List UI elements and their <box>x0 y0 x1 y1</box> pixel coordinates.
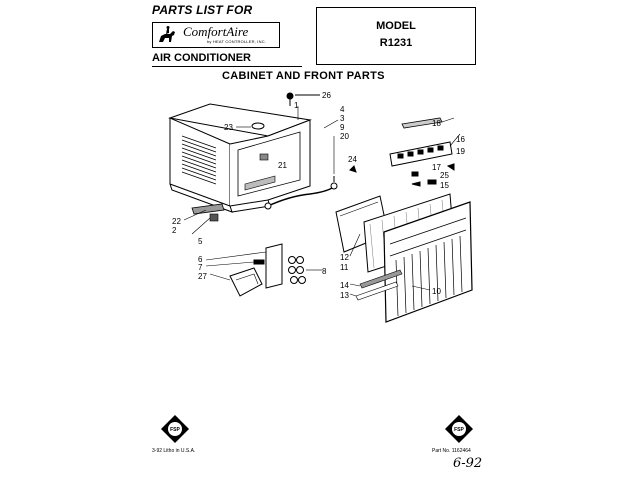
callout-4: 4 <box>340 105 345 114</box>
callout-5: 5 <box>198 237 203 246</box>
fsp-badge-left-icon <box>160 414 190 444</box>
brand-logo <box>152 22 280 48</box>
callout-24: 24 <box>348 155 357 164</box>
brand-logo-text: ComfortAire <box>183 24 249 39</box>
callout-14: 14 <box>340 281 349 290</box>
callout-22: 22 <box>172 217 181 226</box>
callout-6: 6 <box>198 255 203 264</box>
callout-12: 12 <box>340 253 349 262</box>
model-box <box>316 7 476 65</box>
part-number: Part No. 1162464 <box>432 448 471 454</box>
product-name: AIR CONDITIONER <box>152 52 251 64</box>
callout-10: 10 <box>432 287 441 296</box>
callout-17: 17 <box>432 163 441 172</box>
callout-21: 21 <box>278 161 287 170</box>
section-title: CABINET AND FRONT PARTS <box>222 70 385 82</box>
callout-2: 2 <box>172 226 177 235</box>
callout-13: 13 <box>340 291 349 300</box>
screw-part-26 <box>287 93 320 106</box>
callout-16: 16 <box>456 135 465 144</box>
plug-part-23 <box>252 123 264 129</box>
callout-8: 8 <box>322 267 327 276</box>
fsp-badge-right-icon <box>444 414 474 444</box>
header-rule <box>152 66 302 67</box>
svg-text:FSP: FSP <box>454 427 464 433</box>
exploded-parts-diagram <box>150 84 480 324</box>
handwritten-date: 6-92 <box>453 456 483 471</box>
callout-7: 7 <box>198 263 203 272</box>
callout-23: 23 <box>224 123 233 132</box>
callout-3: 3 <box>340 114 345 123</box>
model-number: R1231 <box>379 37 413 49</box>
callout-11: 11 <box>340 263 349 272</box>
callout-20: 20 <box>340 132 349 141</box>
brand-subtitle: by HEAT CONTROLLER, INC. <box>207 39 267 44</box>
parts-list-heading: PARTS LIST FOR <box>152 3 253 17</box>
model-label: MODEL <box>376 20 416 32</box>
litho-note: 3-92 Litho in U.S.A. <box>152 448 196 454</box>
callout-26: 26 <box>322 91 331 100</box>
svg-text:FSP: FSP <box>170 427 180 433</box>
callout-9: 9 <box>340 123 345 132</box>
callout-27: 27 <box>198 272 207 281</box>
callout-15: 15 <box>440 181 449 190</box>
horse-rider-icon <box>156 25 178 45</box>
cabinet-shell <box>170 104 310 212</box>
callout-1: 1 <box>294 101 299 110</box>
callout-25: 25 <box>440 171 449 180</box>
callout-19: 19 <box>456 147 465 156</box>
callout-18: 18 <box>432 119 441 128</box>
